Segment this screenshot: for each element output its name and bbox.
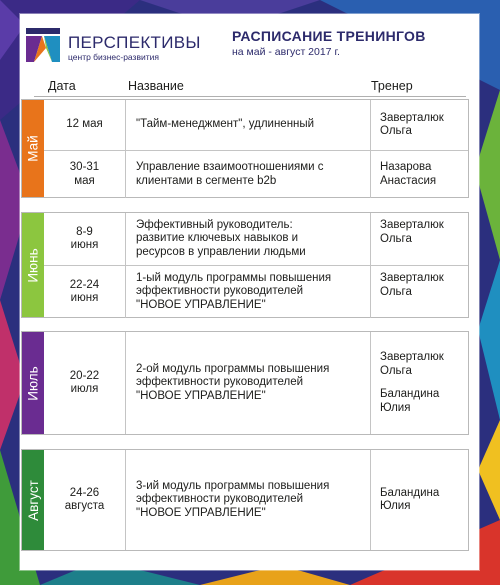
name-line: эффективности руководителей: [136, 493, 304, 506]
trainer-line: Ольга: [380, 125, 412, 137]
month-tab: [22, 213, 44, 317]
name-cell: [125, 151, 370, 198]
date-line: 30-31: [69, 161, 100, 173]
trainer-cell: [370, 450, 468, 550]
trainer-cell: [370, 266, 468, 318]
date-line: августа: [64, 500, 105, 512]
month-tab: [22, 450, 44, 550]
name-line: эффективности руководителей: [136, 376, 304, 389]
date-line: 22-24: [69, 278, 100, 291]
training-name: "Тайм-менеджмент", удлиненный: [136, 118, 315, 131]
trainer-line: Анастасия: [380, 174, 437, 187]
name-line: Эффективный руководитель:: [136, 218, 293, 231]
trainer-line: Заверталюк: [380, 351, 444, 363]
date-cell: [44, 100, 125, 150]
table-row: [44, 150, 468, 198]
date-cell: [44, 450, 125, 550]
name-cell: [125, 100, 370, 150]
month-group-july: [21, 331, 469, 435]
name-line: "НОВОЕ УПРАВЛЕНИЕ": [136, 389, 266, 402]
month-label: Август: [25, 479, 41, 521]
date-line: июня: [70, 239, 99, 251]
page-title: РАСПИСАНИЕ ТРЕНИНГОВ: [232, 28, 426, 44]
name-line: клиентами в сегменте b2b: [136, 174, 277, 187]
trainer-line: Ольга: [380, 285, 412, 298]
name-cell: [125, 332, 370, 434]
month-group-may: [21, 99, 469, 198]
trainer-line: Юлия: [380, 500, 411, 512]
table-row: [44, 450, 468, 550]
trainer-line: Ольга: [380, 364, 412, 377]
trainer-cell: [370, 332, 468, 434]
name-line: эффективности руководителей: [136, 285, 304, 298]
date-line: мая: [74, 174, 95, 187]
column-header-trainer: Тренер: [371, 79, 413, 93]
table-row: [44, 213, 468, 265]
brand-name: ПЕРСПЕКТИВЫ: [68, 33, 201, 52]
month-tab: [22, 100, 44, 197]
date-cell: [44, 213, 125, 265]
perspektivy-logo: [26, 28, 60, 62]
name-line: Управление взаимоотношениями с: [136, 161, 324, 173]
table-row: [44, 265, 468, 318]
month-group-june: [21, 212, 469, 318]
column-header-date: Дата: [48, 79, 76, 93]
trainer-cell: [370, 151, 468, 198]
page-subtitle: на май - август 2017 г.: [232, 46, 340, 58]
date-line: 20-22: [69, 369, 100, 382]
table-row: [44, 100, 468, 150]
name-line: "НОВОЕ УПРАВЛЕНИЕ": [136, 298, 266, 311]
trainer-line: Юлия: [380, 401, 411, 414]
month-label: Июль: [25, 365, 41, 401]
name-cell: [125, 450, 370, 550]
trainer-line: Баландина: [380, 486, 440, 499]
name-line: развитие ключевых навыков и: [136, 232, 299, 245]
date-line: 8-9: [76, 225, 93, 238]
date-line: июля: [70, 383, 99, 395]
date-cell: [44, 332, 125, 434]
month-label: Май: [25, 135, 41, 162]
month-label: Июнь: [25, 247, 41, 283]
trainer-line: Заверталюк: [380, 219, 444, 231]
month-group-august: [21, 449, 469, 551]
trainer-line: Заверталюк: [380, 272, 444, 284]
name-line: ресурсов в управлении людьми: [136, 245, 306, 258]
trainer-cell: [370, 213, 468, 265]
trainer-cell: [370, 100, 468, 150]
name-line: "НОВОЕ УПРАВЛЕНИЕ": [136, 506, 266, 519]
header-divider: [34, 96, 466, 97]
name-line: 3-ий модуль программы повышения: [136, 479, 330, 492]
date-cell: [44, 266, 125, 318]
table-row: [44, 332, 468, 434]
trainer-line: Назарова: [380, 161, 432, 173]
trainer-line: Ольга: [380, 232, 412, 245]
trainer-line: Заверталюк: [380, 111, 444, 124]
date-line: 24-26: [69, 486, 100, 499]
name-cell: [125, 213, 370, 265]
column-header-name: Название: [128, 79, 184, 93]
trainer-line: Баландина: [380, 388, 440, 400]
name-line: 1-ый модуль программы повышения: [136, 271, 332, 284]
name-line: 2-ой модуль программы повышения: [136, 362, 330, 375]
date-text: 12 мая: [66, 118, 103, 131]
month-tab: [22, 332, 44, 434]
date-cell: [44, 151, 125, 198]
brand-tagline: центр бизнес-развития: [68, 52, 159, 62]
date-line: июня: [70, 292, 99, 304]
name-cell: [125, 266, 370, 318]
